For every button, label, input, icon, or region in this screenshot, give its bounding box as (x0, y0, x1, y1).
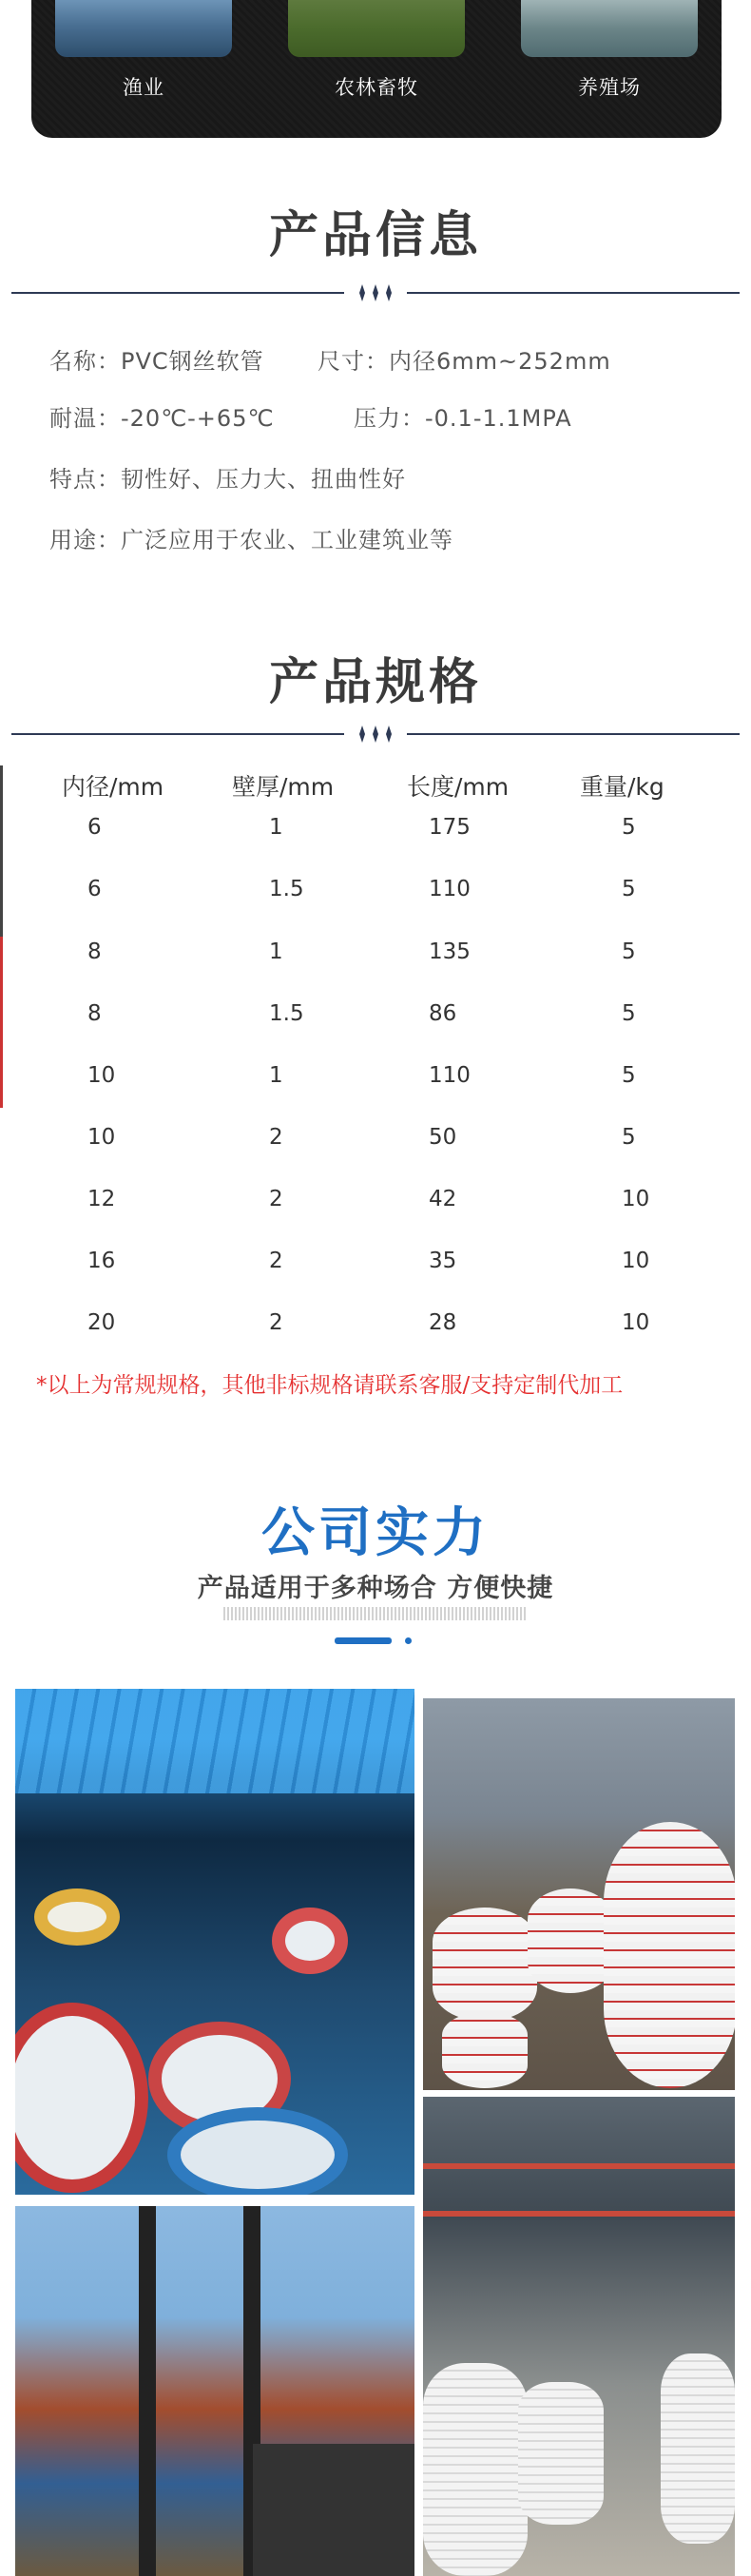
diamond-ornament-icon (359, 725, 392, 744)
info-temperature: 耐温：-20℃-+65℃ (49, 405, 275, 432)
header-wall-thickness: 壁厚/mm (232, 773, 335, 801)
cell-weight: 5 (622, 1125, 636, 1150)
table-row (0, 939, 751, 978)
diamond-ornament-icon (359, 283, 392, 302)
cell-inner-diameter: 10 (87, 1063, 116, 1088)
scene-image-breeding (521, 0, 698, 57)
header-inner-diameter: 内径/mm (62, 773, 164, 801)
spec-divider (11, 725, 740, 744)
cell-inner-diameter: 6 (87, 815, 102, 840)
scene-image-fishery (55, 0, 232, 57)
scene-caption-breeding: 养殖场 (578, 76, 641, 99)
cell-weight: 10 (622, 1249, 650, 1273)
spec-footnote: *以上为常规规格，其他非标规格请联系客服/支持定制代加工 (36, 1373, 624, 1398)
cell-weight: 10 (622, 1310, 650, 1335)
info-usage: 用途：广泛应用于农业、工业建筑业等 (49, 527, 453, 553)
spec-table-header (0, 768, 751, 806)
cell-wall-thickness: 1 (269, 1063, 283, 1088)
factory-yard-photo (423, 1698, 735, 2090)
header-weight: 重量/kg (580, 773, 664, 801)
cell-length: 28 (429, 1310, 457, 1335)
info-row-2 (49, 399, 572, 433)
info-name: 名称：PVC钢丝软管 (49, 348, 264, 375)
cell-weight: 5 (622, 939, 636, 964)
cell-wall-thickness: 2 (269, 1249, 283, 1273)
cell-inner-diameter: 10 (87, 1125, 116, 1150)
table-row (0, 1310, 751, 1348)
cell-wall-thickness: 1 (269, 939, 283, 964)
cell-wall-thickness: 2 (269, 1125, 283, 1150)
header-length: 长度/mm (407, 773, 510, 801)
cell-inner-diameter: 20 (87, 1310, 116, 1335)
spec-title: 产品规格 (268, 654, 482, 711)
info-features: 特点：韧性好、压力大、扭曲性好 (49, 466, 406, 493)
cell-weight: 10 (622, 1187, 650, 1211)
forklift-loading-photo (15, 2206, 414, 2576)
cell-length: 110 (429, 1063, 471, 1088)
cell-inner-diameter: 8 (87, 939, 102, 964)
company-title: 公司实力 (261, 1502, 490, 1564)
scene-caption-fishery: 渔业 (123, 76, 164, 99)
cell-weight: 5 (622, 877, 636, 901)
table-row (0, 1125, 751, 1163)
cell-wall-thickness: 1.5 (269, 1001, 304, 1026)
warehouse-photo-1 (15, 1689, 414, 2195)
product-info-title: 产品信息 (268, 207, 482, 264)
table-row (0, 815, 751, 853)
table-row (0, 1249, 751, 1287)
carousel-indicator-active (335, 1637, 392, 1644)
scene-caption-farming: 农林畜牧 (335, 76, 418, 99)
table-row (0, 877, 751, 915)
cell-inner-diameter: 16 (87, 1249, 116, 1273)
table-row (0, 1001, 751, 1039)
product-info-divider (11, 283, 740, 302)
cell-length: 110 (429, 877, 471, 901)
cell-wall-thickness: 1 (269, 815, 283, 840)
warehouse-interior-photo (423, 2097, 735, 2576)
cell-wall-thickness: 1.5 (269, 877, 304, 901)
cell-wall-thickness: 2 (269, 1187, 283, 1211)
cell-weight: 5 (622, 1063, 636, 1088)
cell-length: 135 (429, 939, 471, 964)
info-row-1 (49, 342, 611, 376)
decorative-fine-print (223, 1607, 528, 1620)
cell-length: 35 (429, 1249, 457, 1273)
info-size: 尺寸：内径6mm~252mm (318, 348, 611, 375)
cell-weight: 5 (622, 1001, 636, 1026)
cell-length: 50 (429, 1125, 457, 1150)
cell-inner-diameter: 8 (87, 1001, 102, 1026)
cell-weight: 5 (622, 815, 636, 840)
company-subtitle: 产品适用于多种场合 方便快捷 (197, 1574, 554, 1603)
cell-length: 175 (429, 815, 471, 840)
cell-wall-thickness: 2 (269, 1310, 283, 1335)
table-row (0, 1063, 751, 1101)
carousel-indicator-dot (405, 1637, 412, 1644)
cell-inner-diameter: 6 (87, 877, 102, 901)
cell-length: 86 (429, 1001, 457, 1026)
info-pressure: 压力：-0.1-1.1MPA (354, 405, 572, 432)
cell-length: 42 (429, 1187, 457, 1211)
scene-image-farming (288, 0, 465, 57)
table-row (0, 1187, 751, 1225)
cell-inner-diameter: 12 (87, 1187, 116, 1211)
application-scenes-panel (31, 0, 722, 138)
